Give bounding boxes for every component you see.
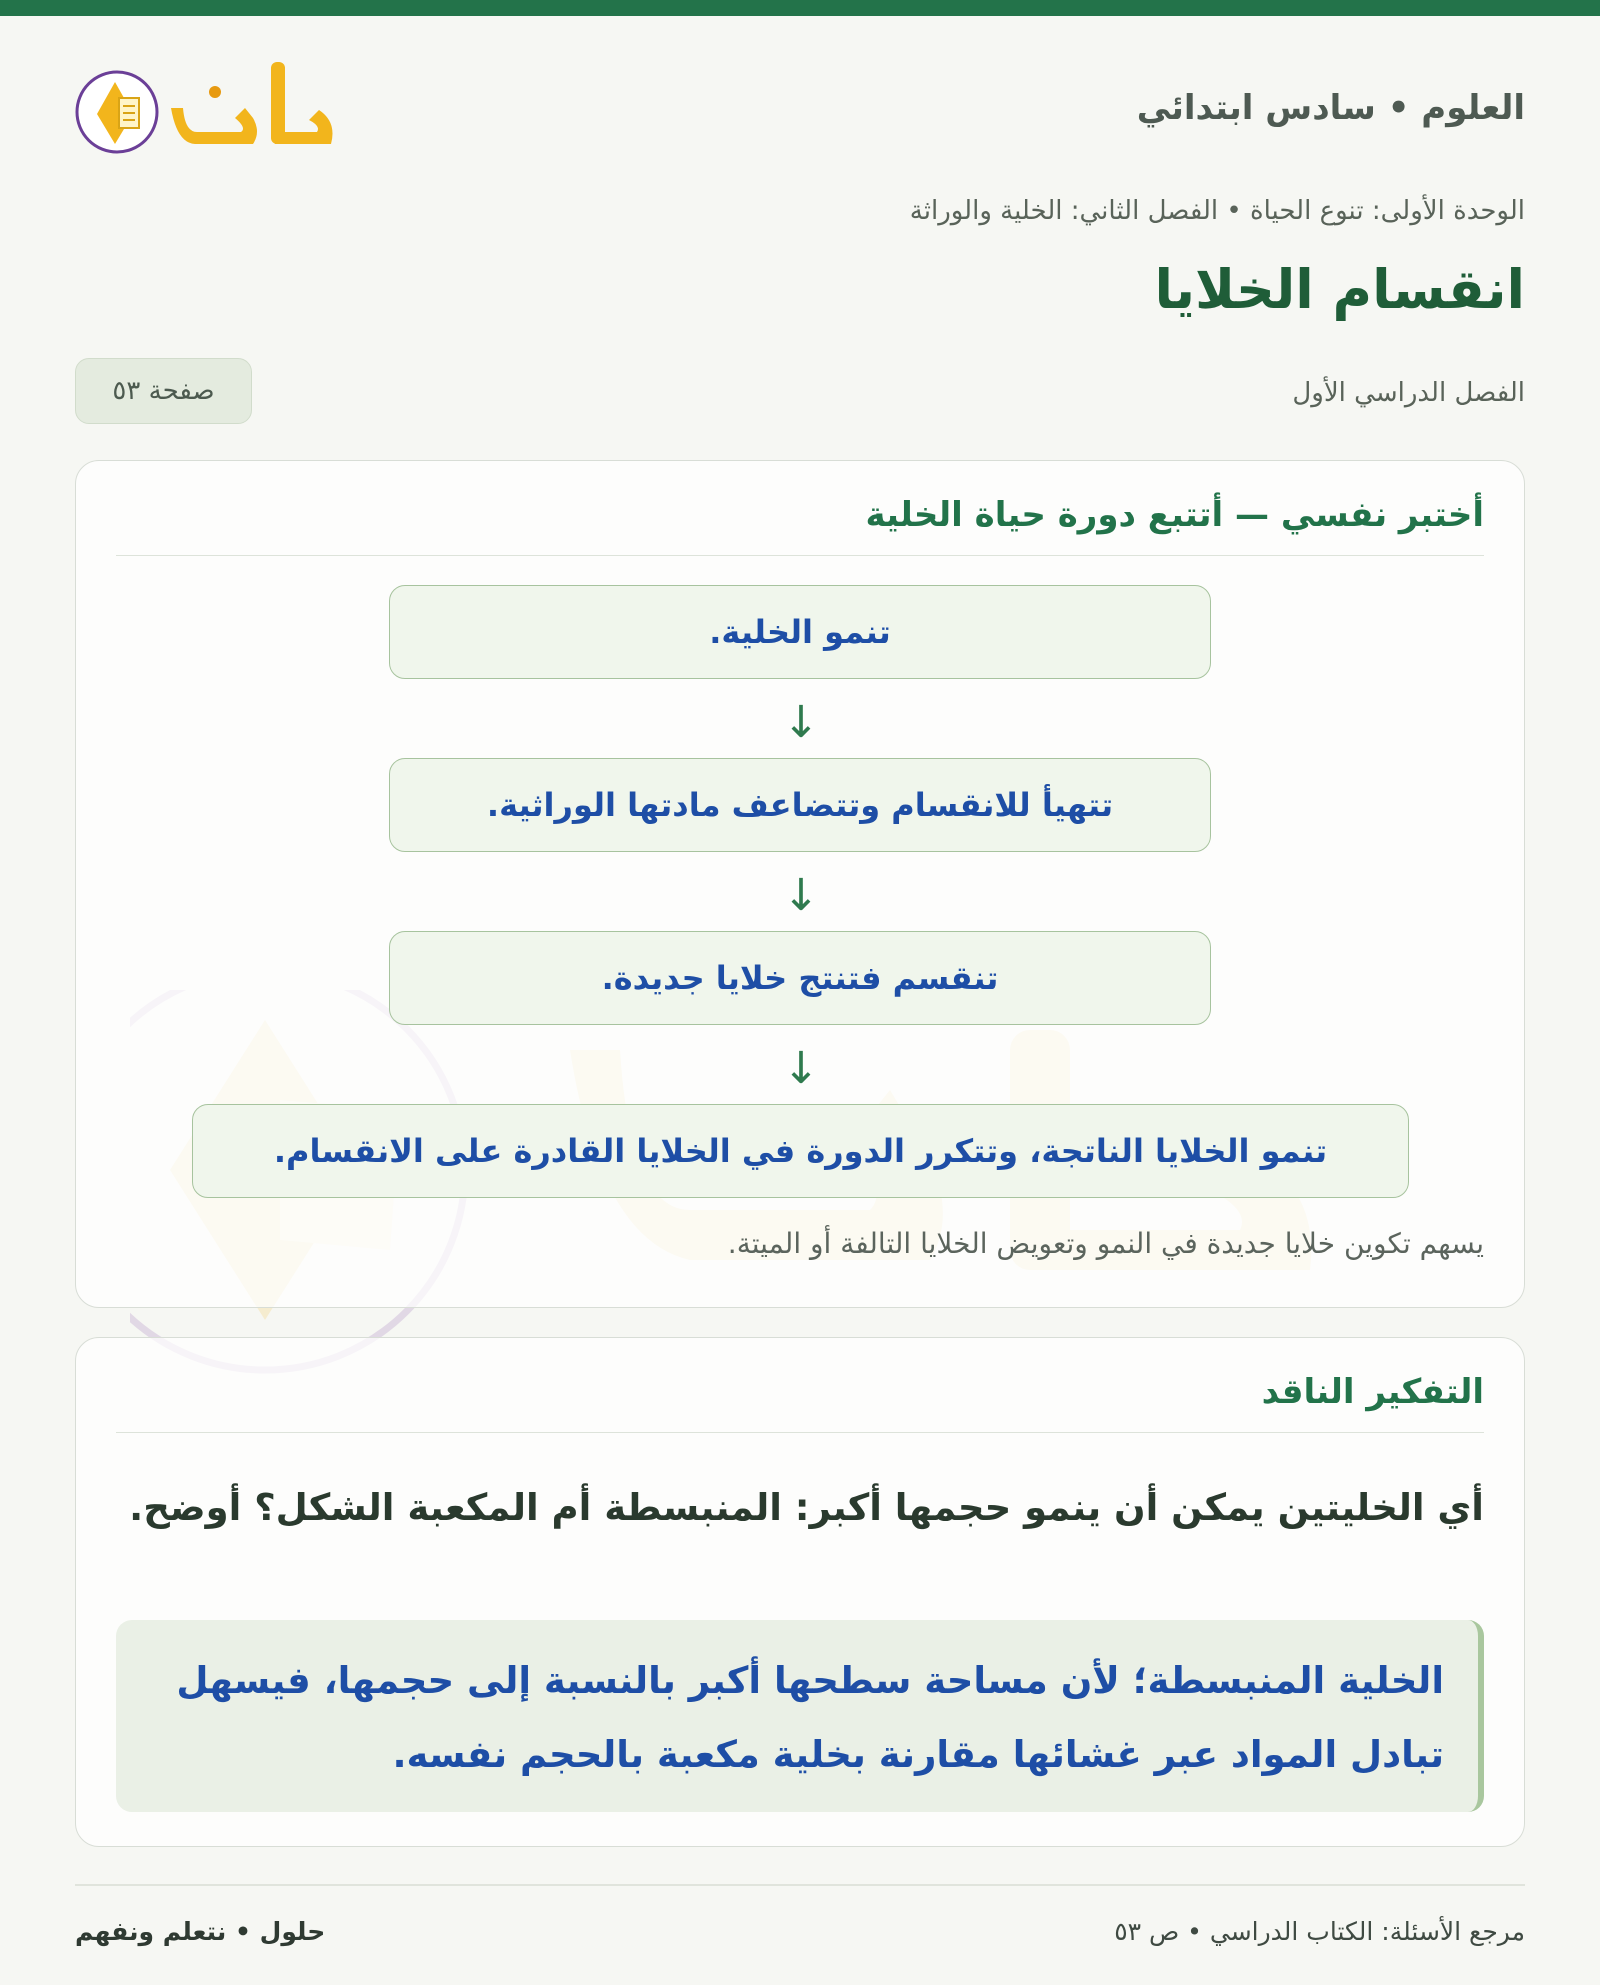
- cell-cycle-heading: أختبر نفسي — أتتبع دورة حياة الخلية: [116, 495, 1484, 556]
- page-title: انقسام الخلايا: [1154, 258, 1525, 321]
- subject-grade-title: العلوم • سادس ابتدائي: [1136, 88, 1525, 128]
- down-arrow-icon: ↓: [782, 1043, 820, 1094]
- cycle-step-3: تنقسم فتنتج خلايا جديدة.: [389, 931, 1211, 1025]
- footer-reference: مرجع الأسئلة: الكتاب الدراسي • ص ٥٣: [1114, 1917, 1525, 1946]
- cycle-step-2: تتهيأ للانقسام وتتضاعف مادتها الوراثية.: [389, 758, 1211, 852]
- down-arrow-icon: ↓: [782, 697, 820, 748]
- top-accent-bar: [0, 0, 1600, 16]
- cell-cycle-card: [75, 460, 1525, 1308]
- critical-thinking-card: [75, 1337, 1525, 1847]
- cycle-step-4: تنمو الخلايا الناتجة، وتتكرر الدورة في الخلايا القادرة على الانقسام.: [192, 1104, 1409, 1198]
- question-text: أي الخليتين يمكن أن ينمو حجمها أكبر: المنبسطة أم المكعبة الشكل؟ أوضح.: [129, 1486, 1484, 1529]
- answer-box: الخلية المنبسطة؛ لأن مساحة سطحها أكبر بالنسبة إلى حجمها، فيسهل تبادل المواد عبر غشائها مقارنة بخلية مكعبة بالحجم نفسه.: [116, 1620, 1484, 1812]
- hulul-logo[interactable]: [75, 48, 340, 168]
- page-number-badge: صفحة ٥٣: [75, 358, 252, 424]
- cycle-step-1: تنمو الخلية.: [389, 585, 1211, 679]
- footer-divider: [75, 1884, 1525, 1886]
- page-header: [75, 48, 1525, 168]
- down-arrow-icon: ↓: [782, 870, 820, 921]
- term-label: الفصل الدراسي الأول: [1292, 378, 1525, 408]
- footer-brand[interactable]: حلول • نتعلم ونفهم: [75, 1917, 326, 1946]
- critical-thinking-heading: التفكير الناقد: [116, 1372, 1484, 1433]
- cycle-note: يسهم تكوين خلايا جديدة في النمو وتعويض الخلايا التالفة أو الميتة.: [727, 1227, 1484, 1260]
- breadcrumb: الوحدة الأولى: تنوع الحياة • الفصل الثاني: الخلية والوراثة: [909, 196, 1525, 226]
